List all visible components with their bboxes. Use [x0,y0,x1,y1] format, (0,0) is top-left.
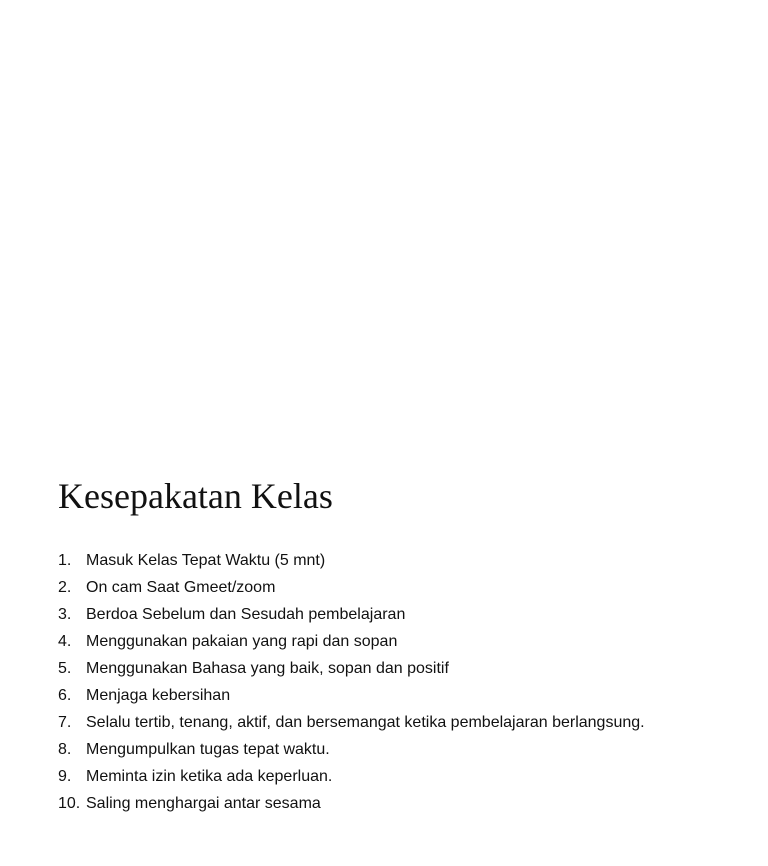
rules-list [58,547,645,817]
list-item-number: 8. [58,741,72,758]
list-item-number: 6. [58,687,72,704]
list-item [58,709,645,736]
list-item [58,736,645,763]
list-item [58,763,645,790]
list-item-number: 4. [58,633,72,650]
list-item-text: Berdoa Sebelum dan Sesudah pembelajaran [86,606,406,623]
list-item-text: Meminta izin ketika ada keperluan. [86,768,333,785]
list-item [58,628,645,655]
list-item [58,601,645,628]
list-item [58,790,645,817]
list-item-number: 5. [58,660,72,677]
list-item [58,574,645,601]
list-item-text: Mengumpulkan tugas tepat waktu. [86,741,330,758]
list-item [58,655,645,682]
list-item-number: 2. [58,579,72,596]
list-item-number: 7. [58,714,72,731]
list-item-number: 9. [58,768,72,785]
list-item-number: 3. [58,606,72,623]
list-item-text: Menjaga kebersihan [86,687,231,704]
list-item-text: Selalu tertib, tenang, aktif, dan bersemangat ketika pembelajaran berlangsung. [86,714,645,731]
list-item-number: 1. [58,552,72,569]
list-item-text: Menggunakan Bahasa yang baik, sopan dan positif [86,660,449,677]
list-item-text: On cam Saat Gmeet/zoom [86,579,276,596]
list-item-number: 10. [58,795,81,812]
list-item [58,547,645,574]
document-title: Kesepakatan Kelas [58,476,333,516]
list-item [58,682,645,709]
list-item-text: Menggunakan pakaian yang rapi dan sopan [86,633,398,650]
list-item-text: Masuk Kelas Tepat Waktu (5 mnt) [86,552,326,569]
list-item-text: Saling menghargai antar sesama [86,795,321,812]
